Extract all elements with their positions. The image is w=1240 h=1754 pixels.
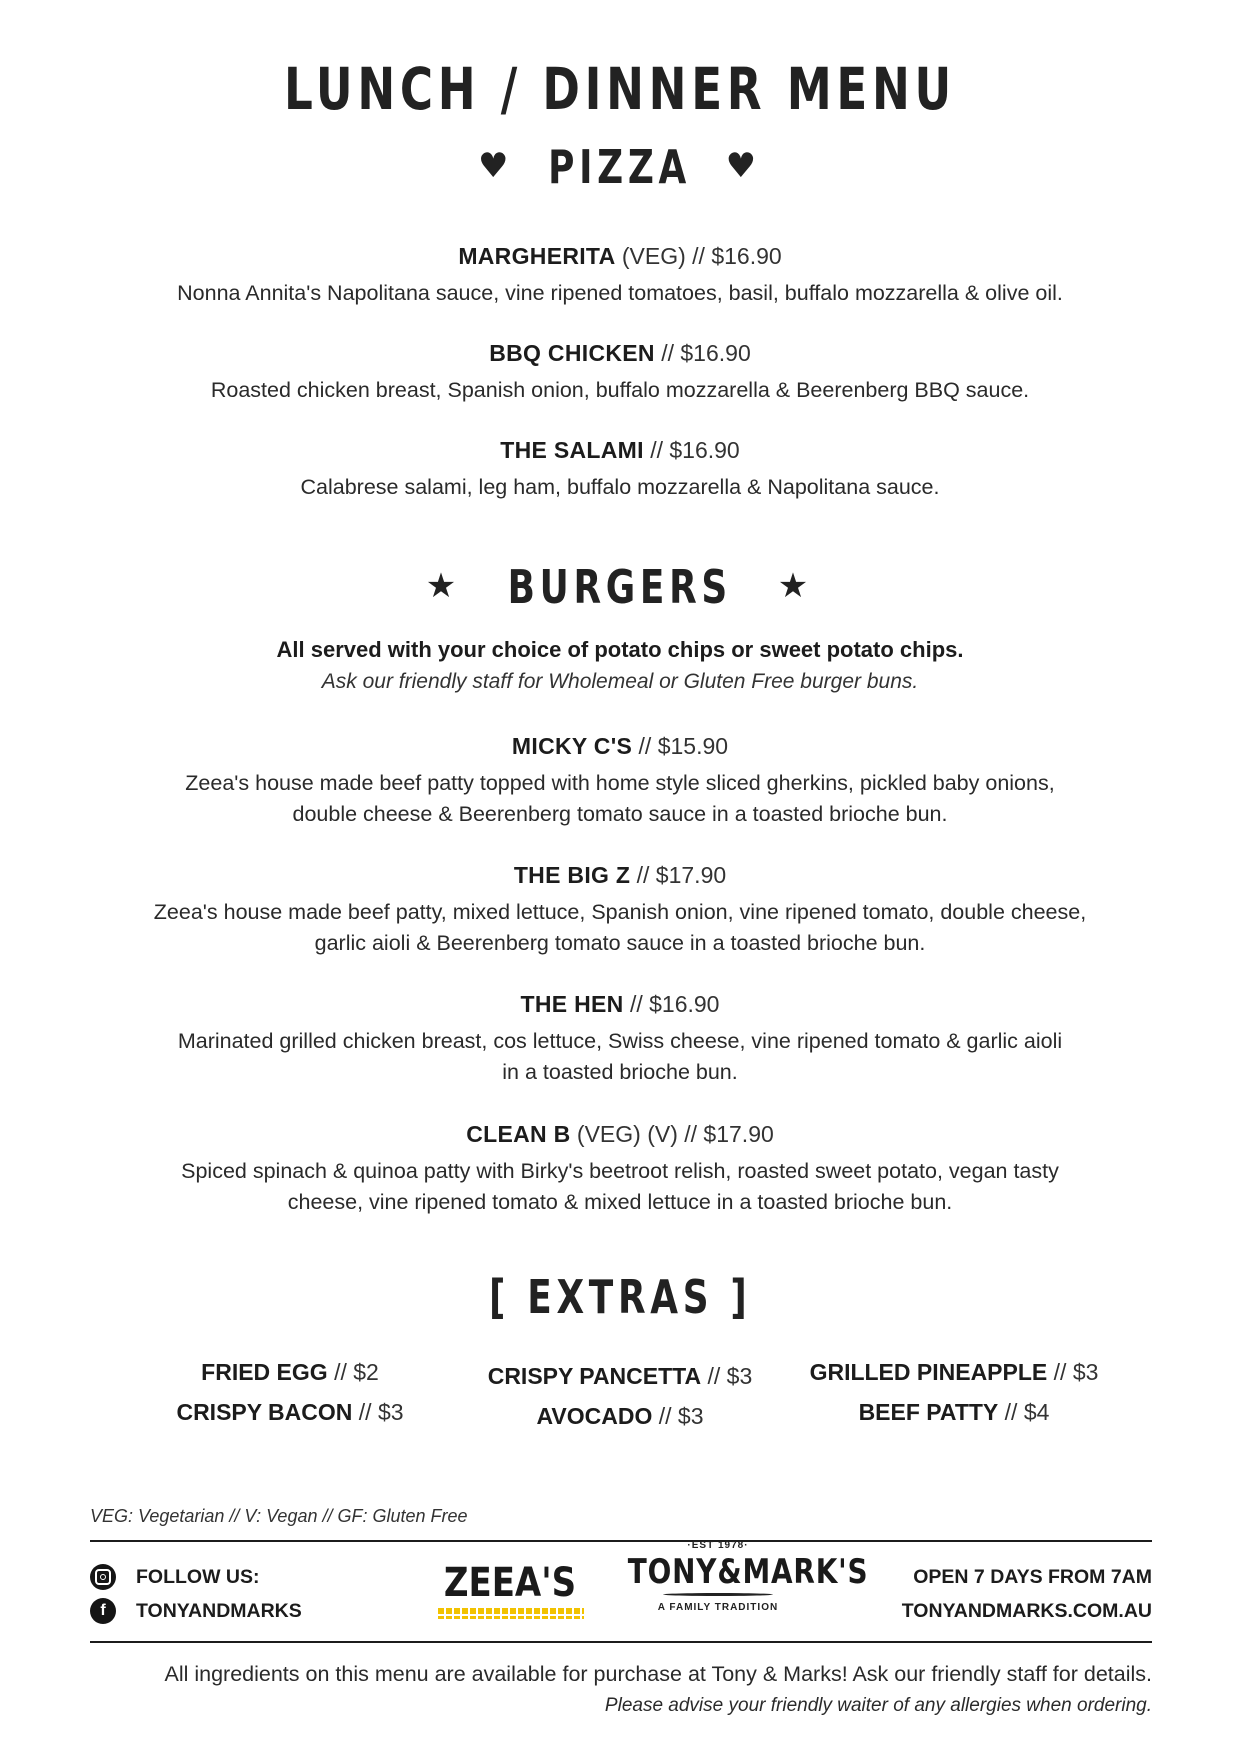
item-description: Calabrese salami, leg ham, buffalo mozzarella & Napolitana sauce. [300, 475, 940, 499]
social-handle: TONYANDMARKS [136, 1600, 302, 1622]
item-price: // $16.90 [650, 437, 740, 463]
extras-heading-text: [ EXTRAS ] [488, 1270, 752, 1324]
desc-line: cheese, vine ripened tomato & mixed lettuce in a toasted brioche bun. [287, 1190, 953, 1214]
logo-est: ·EST 1978· [687, 1540, 749, 1551]
item-description [60, 768, 1180, 830]
item-description: Roasted chicken breast, Spanish onion, buffalo mozzarella & Beerenberg BBQ sauce. [210, 378, 1030, 402]
menu-item-margherita [60, 240, 1180, 309]
extra-name: CRISPY BACON [176, 1399, 353, 1425]
item-price: // $15.90 [638, 733, 729, 759]
ingredients-disclaimer: All ingredients on this menu are available for purchase at Tony & Marks! Ask our friendly staff for details. [164, 1662, 1152, 1686]
item-description [60, 897, 1180, 959]
menu-item-micky-cs [60, 730, 1180, 830]
menu-item-the-salami [60, 434, 1180, 503]
zeeas-logo-stripe [438, 1616, 584, 1619]
item-name: MICKY C'S [511, 733, 633, 759]
menu-title: LUNCH / DINNER MENU [284, 55, 956, 123]
tony-and-marks-logo [608, 1540, 869, 1613]
item-price: // $16.90 [661, 340, 751, 366]
heart-icon: ♥ [725, 146, 763, 186]
extra-price: // $3 [1053, 1359, 1099, 1385]
extra-name: BEEF PATTY [858, 1399, 999, 1425]
burgers-sides-note: All served with your choice of potato chips or sweet potato chips. [276, 637, 964, 662]
extra-price: // $2 [334, 1359, 379, 1385]
item-name: CLEAN B [466, 1121, 571, 1147]
desc-line: in a toasted brioche bun. [502, 1060, 738, 1084]
extras-column [774, 1352, 1134, 1432]
store-info [902, 1560, 1152, 1628]
item-name: THE HEN [520, 991, 624, 1017]
logo-tagline: A FAMILY TRADITION [657, 1602, 779, 1613]
item-name: THE BIG Z [513, 862, 631, 888]
pizza-heading-text: PIZZA [548, 140, 692, 194]
dietary-legend: VEG: Vegetarian // V: Vegan // GF: Gluten Free [90, 1506, 468, 1526]
extra-item [440, 1396, 800, 1436]
burgers-buns-note: Ask our friendly staff for Wholemeal or Gluten Free burger buns. [321, 670, 919, 693]
menu-item-bbq-chicken [60, 337, 1180, 406]
extra-item [774, 1352, 1134, 1392]
menu-item-the-big-z [60, 859, 1180, 959]
extra-item [440, 1356, 800, 1396]
desc-line: double cheese & Beerenberg tomato sauce in a toasted brioche bun. [292, 802, 948, 826]
menu-item-the-hen [60, 988, 1180, 1088]
burgers-heading [0, 560, 1240, 614]
zeeas-logo: ZEEA'S [443, 1560, 577, 1606]
extra-name: CRISPY PANCETTA [487, 1363, 702, 1389]
desc-line: Zeea's house made beef patty, mixed lettuce, Spanish onion, vine ripened tomato, double cheese, [153, 900, 1087, 924]
extra-item [774, 1392, 1134, 1432]
item-price: // $16.90 [629, 991, 720, 1017]
extras-heading [0, 1270, 1240, 1324]
extras-column [110, 1352, 470, 1432]
desc-line: Zeea's house made beef patty topped with home style sliced gherkins, pickled baby onions, [185, 771, 1055, 795]
logo-arc [663, 1593, 773, 1596]
opening-hours: OPEN 7 DAYS FROM 7AM [913, 1566, 1152, 1588]
follow-label: FOLLOW US: [136, 1566, 260, 1588]
extra-price: // $3 [658, 1403, 704, 1429]
extra-name: AVOCADO [536, 1403, 653, 1429]
extra-item [110, 1352, 470, 1392]
allergy-note: Please advise your friendly waiter of any allergies when ordering. [604, 1695, 1152, 1716]
item-description: Nonna Annita's Napolitana sauce, vine ripened tomatoes, basil, buffalo mozzarella & olive oil. [177, 281, 1063, 305]
menu-item-clean-b [60, 1118, 1180, 1218]
extra-price: // $3 [707, 1363, 753, 1389]
heart-icon: ♥ [477, 146, 515, 186]
website-link[interactable]: TONYANDMARKS.COM.AU [901, 1600, 1152, 1622]
item-price: // $17.90 [684, 1121, 774, 1147]
item-name: MARGHERITA [458, 243, 616, 269]
item-price: // $17.90 [636, 862, 727, 888]
burgers-note [60, 634, 1180, 698]
facebook-icon[interactable]: f [90, 1598, 116, 1624]
item-name: THE SALAMI [500, 437, 644, 463]
item-name: BBQ CHICKEN [489, 340, 655, 366]
star-icon: ★ [425, 566, 463, 606]
extra-price: // $3 [358, 1399, 404, 1425]
extra-price: // $4 [1004, 1399, 1050, 1425]
item-description [60, 1026, 1180, 1088]
star-icon: ★ [777, 566, 815, 606]
pizza-heading [0, 140, 1240, 194]
social-follow [90, 1560, 302, 1628]
extra-item [110, 1392, 470, 1432]
extras-column [440, 1356, 800, 1436]
desc-line: Marinated grilled chicken breast, cos lettuce, Swiss cheese, vine ripened tomato & garlic aioli [177, 1029, 1063, 1053]
item-description [60, 1156, 1180, 1218]
logo-name: TONY&MARK'S [627, 1552, 869, 1592]
item-tag: (VEG) (V) [576, 1121, 678, 1147]
footer-divider [90, 1641, 1152, 1643]
item-price: // $16.90 [692, 243, 782, 269]
instagram-icon[interactable] [90, 1564, 116, 1590]
item-tag: (VEG) [621, 243, 686, 269]
desc-line: Spiced spinach & quinoa patty with Birky's beetroot relish, roasted sweet potato, vegan tasty [181, 1159, 1059, 1183]
zeeas-logo-stripe [438, 1608, 584, 1614]
extra-name: FRIED EGG [201, 1359, 328, 1385]
extra-name: GRILLED PINEAPPLE [809, 1359, 1048, 1385]
burgers-heading-text: BURGERS [507, 560, 733, 614]
desc-line: garlic aioli & Beerenberg tomato sauce in a toasted brioche bun. [314, 931, 926, 955]
